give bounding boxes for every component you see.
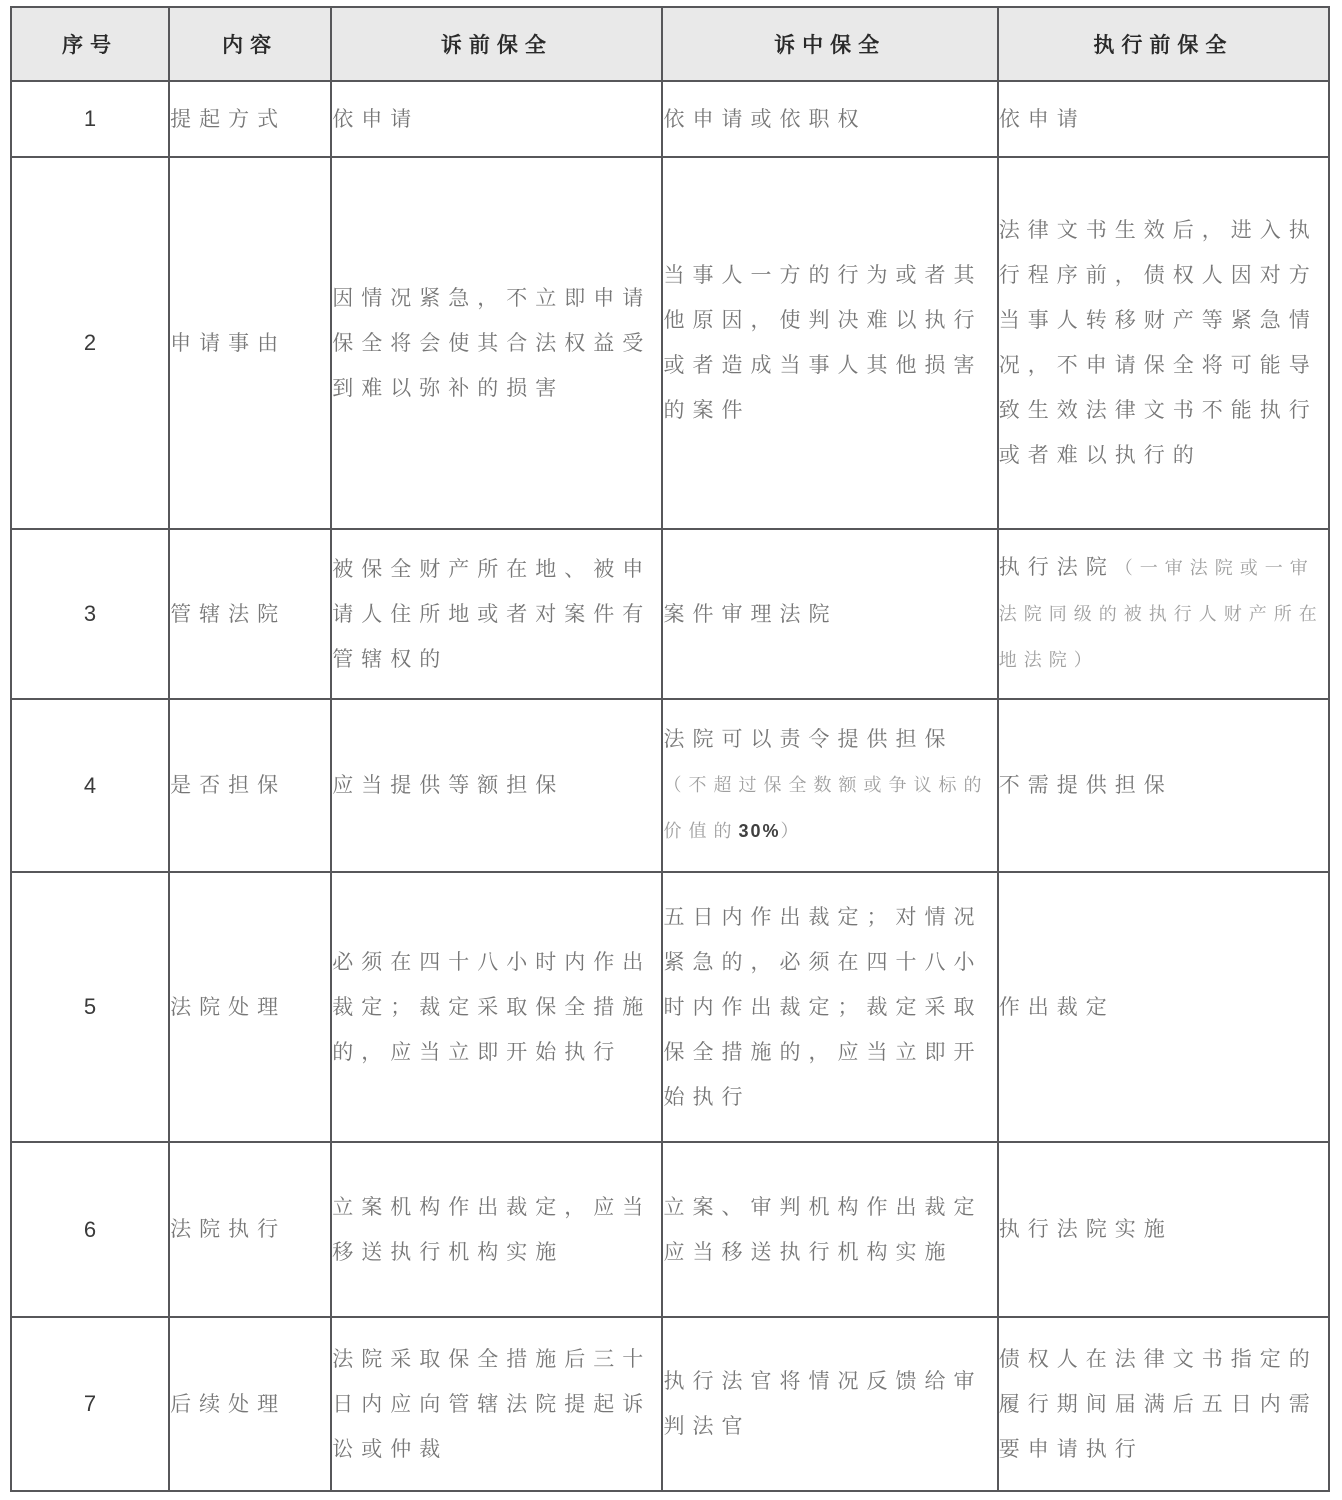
text-segment: 当事人一方的行为或者其他原因，使判决难以执行或者造成当事人其他损害的案件 bbox=[663, 264, 983, 422]
cell-pre-litigation bbox=[331, 1317, 662, 1491]
cell-pre-litigation bbox=[331, 529, 662, 699]
cell-seq: 4 bbox=[11, 699, 169, 872]
cell-pre-litigation bbox=[331, 157, 662, 529]
text-segment: 被保全财产所在地、被申请人住所地或者对案件有管辖权的 bbox=[332, 557, 652, 671]
text-segment: 因情况紧急，不立即申请保全将会使其合法权益受到难以弥补的损害 bbox=[332, 286, 652, 400]
cell-content: 法院处理 bbox=[169, 872, 331, 1142]
cell-content: 申请事由 bbox=[169, 157, 331, 529]
text-segment: 法院可以责令提供担保 bbox=[663, 728, 954, 751]
cell-pre-litigation bbox=[331, 1142, 662, 1317]
text-segment: 30% bbox=[738, 821, 781, 841]
cell-in-litigation bbox=[662, 529, 997, 699]
cell-in-litigation bbox=[662, 872, 997, 1142]
text-segment: 执行法院实施 bbox=[998, 1218, 1173, 1241]
cell-pre-litigation bbox=[331, 872, 662, 1142]
text-segment: 债权人在法律文书指定的履行期间届满后五日内需要申请执行 bbox=[998, 1347, 1318, 1461]
cell-pre-execution bbox=[998, 699, 1329, 872]
text-segment: 法律文书生效后，进入执行程序前，债权人因对方当事人转移财产等紧急情况，不申请保全将可能导致生效法律文书不能执行或者难以执行的 bbox=[998, 219, 1318, 467]
table-row bbox=[11, 1142, 1329, 1317]
text-segment: 执行法院 bbox=[998, 556, 1115, 579]
header-seq: 序号 bbox=[11, 7, 169, 81]
cell-pre-litigation bbox=[331, 81, 662, 157]
text-segment: 必须在四十八小时内作出裁定；裁定采取保全措施的，应当立即开始执行 bbox=[332, 950, 652, 1064]
table-row bbox=[11, 872, 1329, 1142]
header-pre-execution: 执行前保全 bbox=[998, 7, 1329, 81]
cell-pre-execution bbox=[998, 157, 1329, 529]
cell-in-litigation bbox=[662, 1142, 997, 1317]
text-segment: 法院采取保全措施后三十日内应向管辖法院提起诉讼或仲裁 bbox=[332, 1347, 652, 1461]
cell-pre-litigation bbox=[331, 699, 662, 872]
cell-pre-execution bbox=[998, 529, 1329, 699]
cell-content: 管辖法院 bbox=[169, 529, 331, 699]
preservation-comparison-table bbox=[10, 6, 1330, 1492]
cell-in-litigation bbox=[662, 1317, 997, 1491]
table-row bbox=[11, 529, 1329, 699]
text-segment: ） bbox=[780, 821, 806, 841]
text-segment: 作出裁定 bbox=[998, 995, 1115, 1019]
cell-seq: 5 bbox=[11, 872, 169, 1142]
cell-seq: 2 bbox=[11, 157, 169, 529]
text-segment: 依申请或依职权 bbox=[663, 107, 867, 131]
text-segment: 应当提供等额担保 bbox=[332, 774, 565, 797]
text-segment: 不需提供担保 bbox=[998, 774, 1173, 797]
text-segment: （不超过保全数额或争议标的价值的 bbox=[663, 775, 989, 841]
header-in-litigation: 诉中保全 bbox=[662, 7, 997, 81]
table-row bbox=[11, 157, 1329, 529]
text-segment: 五日内作出裁定；对情况紧急的，必须在四十八小时内作出裁定；裁定采取保全措施的，应当立即开始执行 bbox=[663, 905, 983, 1109]
cell-seq: 1 bbox=[11, 81, 169, 157]
cell-seq: 7 bbox=[11, 1317, 169, 1491]
text-segment: 依申请 bbox=[998, 107, 1086, 131]
text-segment: 依申请 bbox=[332, 107, 420, 131]
cell-pre-execution bbox=[998, 1317, 1329, 1491]
cell-in-litigation bbox=[662, 157, 997, 529]
cell-pre-execution bbox=[998, 81, 1329, 157]
cell-pre-execution bbox=[998, 1142, 1329, 1317]
text-segment: （一审法院或一审法院同级的被执行人财产所在地法院） bbox=[998, 558, 1324, 670]
cell-in-litigation bbox=[662, 699, 997, 872]
header-row bbox=[11, 7, 1329, 81]
cell-seq: 3 bbox=[11, 529, 169, 699]
cell-content: 提起方式 bbox=[169, 81, 331, 157]
header-content: 内容 bbox=[169, 7, 331, 81]
cell-content: 是否担保 bbox=[169, 699, 331, 872]
cell-pre-execution bbox=[998, 872, 1329, 1142]
header-pre-litigation: 诉前保全 bbox=[331, 7, 662, 81]
table-row bbox=[11, 699, 1329, 872]
table-row bbox=[11, 81, 1329, 157]
text-segment: 案件审理法院 bbox=[663, 602, 838, 626]
table-row bbox=[11, 1317, 1329, 1491]
text-segment: 执行法官将情况反馈给审判法官 bbox=[663, 1370, 983, 1438]
cell-content: 法院执行 bbox=[169, 1142, 331, 1317]
text-segment: 立案机构作出裁定，应当移送执行机构实施 bbox=[332, 1195, 652, 1264]
text-segment: 立案、审判机构作出裁定应当移送执行机构实施 bbox=[663, 1195, 983, 1264]
cell-seq: 6 bbox=[11, 1142, 169, 1317]
cell-content: 后续处理 bbox=[169, 1317, 331, 1491]
cell-in-litigation bbox=[662, 81, 997, 157]
